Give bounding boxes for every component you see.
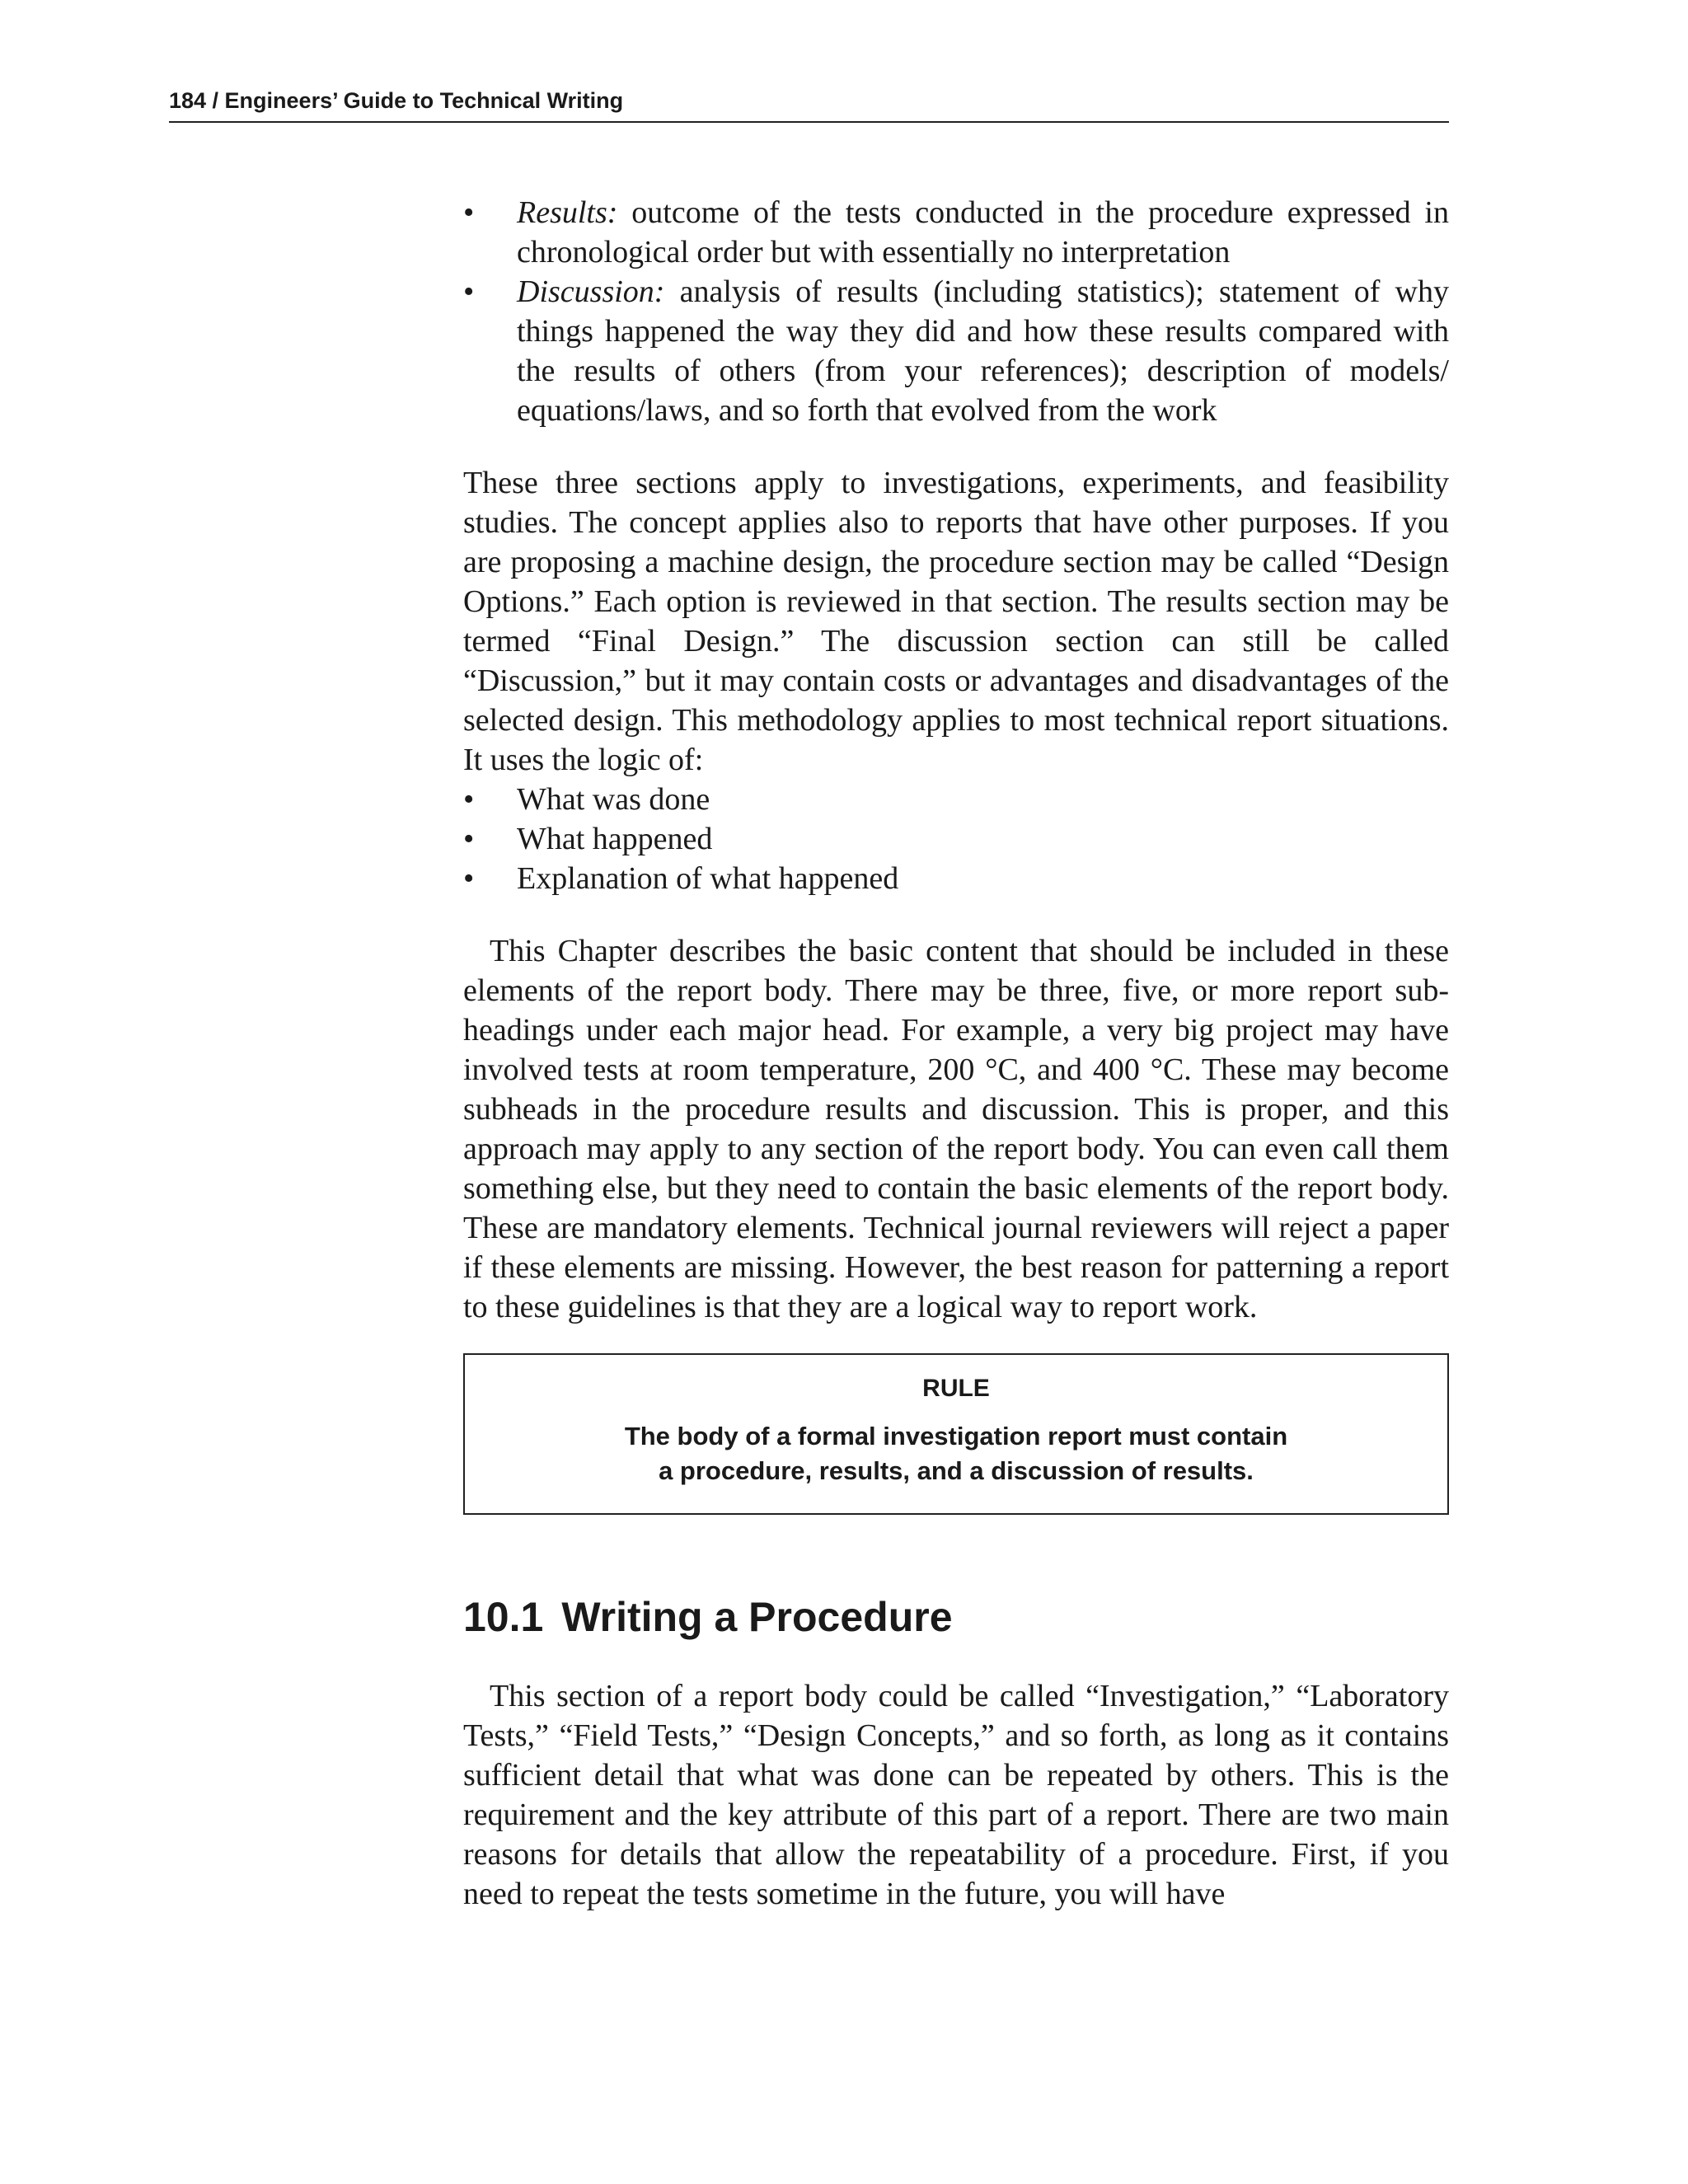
rule-box [463, 1353, 1449, 1515]
bullet-list-sections [463, 193, 1449, 430]
bullet-icon: • [463, 195, 475, 230]
rule-title: RULE [922, 1375, 990, 1402]
bullet-list-logic [463, 780, 1449, 898]
section-title: Writing a Procedure [561, 1594, 953, 1640]
definition-results: outcome of the tests conducted in the procedure expressed in chronological order but with essentially no interpretation [517, 195, 1449, 269]
term-results: Results: [517, 195, 618, 230]
paragraph-chapter-describes: This Chapter describes the basic content that should be included in these elements of the report body. There may be three, five, or more report subheadings under each major head. For example, a very big project may have involved tests at room temperature, 200 °C, and 400 °C. These may become subheads in the procedure results and discussion. This is proper, and this approach may apply to any section of the report body. You can even call them something else, but they need to contain the basic elements of the report body. These are mandatory elements. Technical journal reviewers will reject a paper if these elements are missing. However, the best reason for patterning a report to these guidelines is that they are a logical way to report work. [463, 934, 1449, 1324]
rule-line-1: The body of a formal investigation report must contain [624, 1422, 1288, 1451]
list-item-logic [463, 780, 1449, 819]
rule-line-2: a procedure, results, and a discussion of results. [659, 1456, 1254, 1485]
logic-item-text: Explanation of what happened [517, 861, 899, 896]
list-item-discussion [463, 272, 1449, 430]
paragraph-sections-apply: These three sections apply to investigations, experiments, and feasibility studies. The concept applies also to reports that have other purposes. If you are proposing a machine design, the procedure section may be called “Design Options.” Each option is reviewed in that section. The results section may be termed “Final Design.” The discussion section can still be called “Discussion,” but it may contain costs or advantages and disadvantages of the selected design. This methodology applies to most technical report situations. It uses the logic of: [463, 466, 1449, 777]
list-item-results [463, 193, 1449, 272]
rule-text [481, 1419, 1431, 1488]
bullet-icon: • [463, 822, 475, 856]
page-body [463, 193, 1449, 1914]
definition-discussion: analysis of results (including statistics); statement of why things happened the way they did and how these results compared with the results of others (from your references); description of models/ equations/laws, and so forth that evolved from the work [517, 274, 1449, 428]
section-heading [463, 1591, 1449, 1643]
bullet-icon: • [463, 782, 475, 817]
paragraph-procedure-intro: This section of a report body could be called “Investigation,” “Laboratory Tests,” “Field Tests,” “Design Concepts,” and so forth, as long as it contains sufficient detail that what was done can be repeated by others. This is the requirement and the key attribute of this part of a report. There are two main reasons for details that allow the repeatability of a procedure. First, if you need to repeat the tests sometime in the future, you will have [463, 1679, 1449, 1911]
running-head: 184 / Engineers’ Guide to Technical Writing [169, 83, 1449, 123]
section-number: 10.1 [463, 1594, 544, 1640]
bullet-icon: • [463, 274, 475, 309]
list-item-logic [463, 819, 1449, 859]
list-item-logic [463, 859, 1449, 898]
bullet-icon: • [463, 861, 475, 896]
logic-item-text: What happened [517, 822, 713, 856]
term-discussion: Discussion: [517, 274, 665, 309]
logic-item-text: What was done [517, 782, 710, 817]
